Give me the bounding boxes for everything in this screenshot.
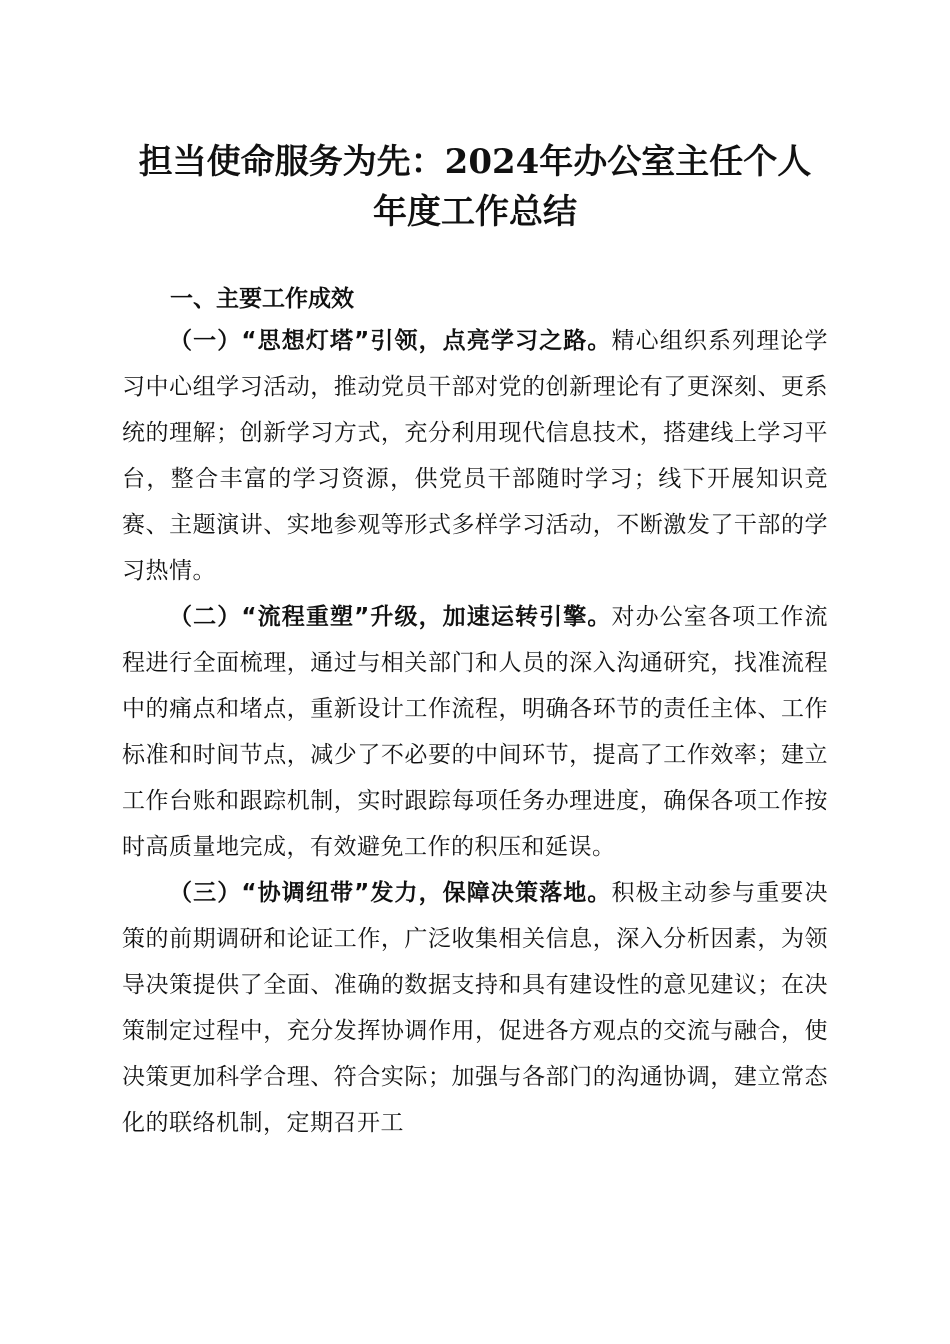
paragraph-3 [122,870,828,1146]
paragraph-2 [122,594,828,870]
paragraph-2-body: 对办公室各项工作流程进行全面梳理，通过与相关部门和人员的深入沟通研究，找准流程中的痛点和堵点，重新设计工作流程，明确各环节的责任主体、工作标准和时间节点，减少了不必要的中间环节，提高了工作效率；建立工作台账和跟踪机制，实时跟踪每项任务办理进度，确保各项工作按时高质量地完成，有效避免工作的积压和延误。 [122,604,828,860]
paragraph-1-lead: （一）“思想灯塔”引领，点亮学习之路。 [169,328,612,354]
paragraph-1-body: 精心组织系列理论学习中心组学习活动，推动党员干部对党的创新理论有了更深刻、更系统的理解；创新学习方式，充分利用现代信息技术，搭建线上学习平台，整合丰富的学习资源，供党员干部随时学习；线下开展知识竞赛、主题演讲、实地参观等形式多样学习活动，不断激发了干部的学习热情。 [122,328,828,584]
title-line-2: 年度工作总结 [373,192,577,232]
paragraph-2-lead: （二）“流程重塑”升级，加速运转引擎。 [169,604,612,630]
document-title [100,137,850,237]
title-line-1: 担当使命服务为先：2024年办公室主任个人 [138,142,812,182]
paragraph-1 [122,318,828,594]
section-heading: 一、主要工作成效 [170,286,354,312]
paragraph-3-lead: （三）“协调纽带”发力，保障决策落地。 [169,880,612,906]
paragraph-3-body: 积极主动参与重要决策的前期调研和论证工作，广泛收集相关信息，深入分析因素，为领导决策提供了全面、准确的数据支持和具有建设性的意见建议；在决策制定过程中，充分发挥协调作用，促进各方观点的交流与融合，使决策更加科学合理、符合实际；加强与各部门的沟通协调，建立常态化的联络机制，定期召开工 [122,880,828,1136]
